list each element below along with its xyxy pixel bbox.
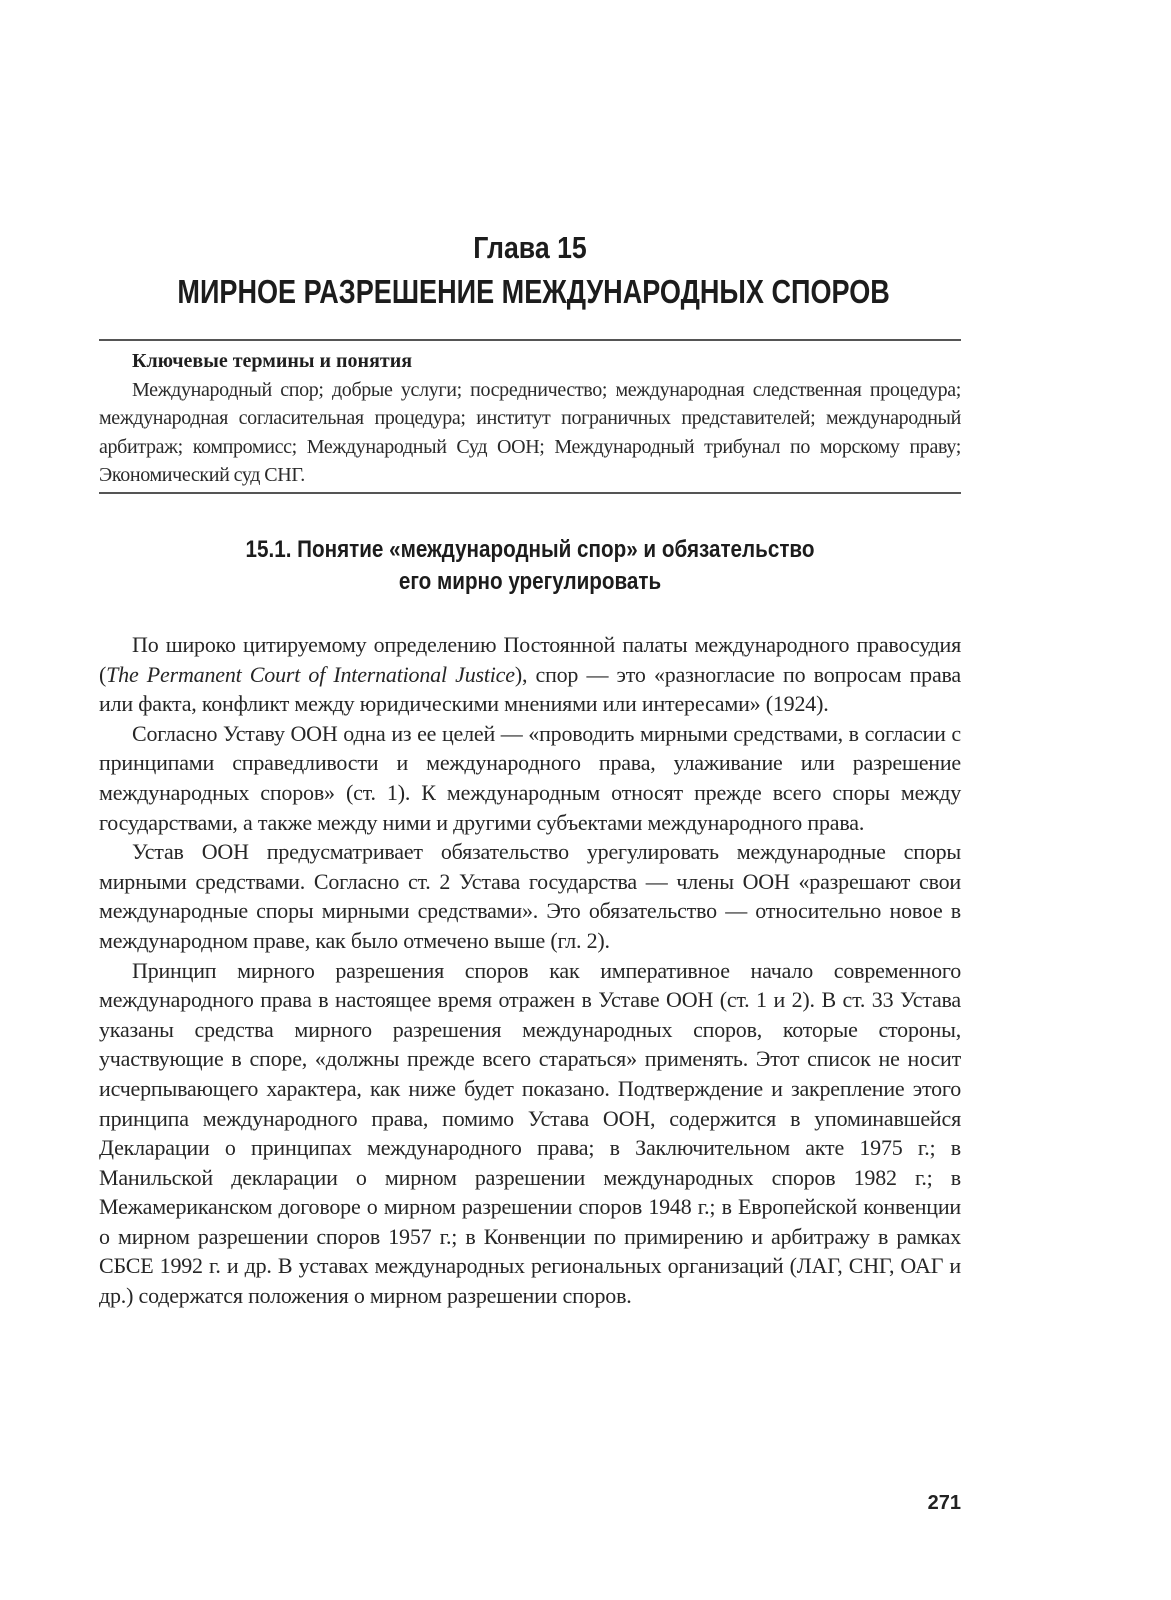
paragraph-3: Устав ООН предусматривает обязательство урегулировать международные споры мирными средствами. Согласно ст. 2 Устава государства — члены ООН «разрешают свои международные споры мирными средствами». Это обязательство — относительно новое в международном праве, как было отмечено выше (гл. 2). xyxy=(99,839,961,953)
key-terms-text: Международный спор; добрые услуги; посредничество; международная следственная процедура; международная согласительная процедура; институт пограничных представителей; международный арбитраж; компромисс; Международный Суд ООН; Международный трибунал по морскому праву; Экономический суд СНГ. xyxy=(99,378,961,486)
body-text xyxy=(99,630,961,1311)
key-terms-box xyxy=(99,347,961,490)
page-number: 271 xyxy=(927,1492,961,1514)
key-terms-bottom-rule xyxy=(99,492,961,494)
paragraph-4: Принцип мирного разрешения споров как императивное начало современного международного права в настоящее время отражен в Уставе ООН (ст. 1 и 2). В ст. 33 Устава указаны средства мирного разрешения международных споров, которые стороны, участвующие в споре, «должны прежде всего стараться» применять. Этот список не носит исчерпывающего характера, как ниже будет показано. Подтверждение и закрепление этого принципа международного права, помимо Устава ООН, содержится в упоминавшейся Декларации о принципах международного права; в Заключительном акте 1975 г.; в Манильской декларации о мирном разрешении международных споров 1982 г.; в Межамериканском договоре о мирном разрешении споров 1948 г.; в Европейской конвенции о мирном разрешении споров 1957 г.; в Конвенции по примирению и арбитражу в рамках СБСЕ 1992 г. и др. В уставах международных региональных организаций (ЛАГ, СНГ, ОАГ и др.) содержатся положения о мирном разрешении споров. xyxy=(99,957,961,1309)
chapter-title: МИРНОЕ РАЗРЕШЕНИЕ МЕЖДУНАРОДНЫХ СПОРОВ xyxy=(177,273,890,310)
court-name-english: The Permanent Court of International Justice xyxy=(106,661,515,687)
key-terms-top-rule xyxy=(99,339,961,341)
paragraph-2: Согласно Уставу ООН одна из ее целей — «проводить мирными средствами, в согласии с принципами справедливости и международного права, улаживание или разрешение международных споров» (ст. 1). К международным относят прежде всего споры между государствами, а также между ними и другими субъектами международного права. xyxy=(99,720,961,835)
paragraph-1 xyxy=(99,630,961,719)
chapter-number: Глава 15 xyxy=(473,230,587,265)
section-heading xyxy=(120,534,940,598)
chapter-heading xyxy=(100,228,960,313)
section-heading-line-2: его мирно урегулировать xyxy=(398,568,662,595)
paragraph-1-end: ), спор — это «разногласие по вопросам права или факта, конфликт между юридическими мнениями или интересами» (1924). xyxy=(99,661,961,717)
paragraph-1-start: По широко цитируемому определению Постоянной палаты международного правосудия ( xyxy=(99,632,961,687)
key-terms-heading: Ключевые термины и понятия xyxy=(132,350,413,372)
section-heading-line-1: 15.1. Понятие «международный спор» и обязательство xyxy=(245,536,815,563)
